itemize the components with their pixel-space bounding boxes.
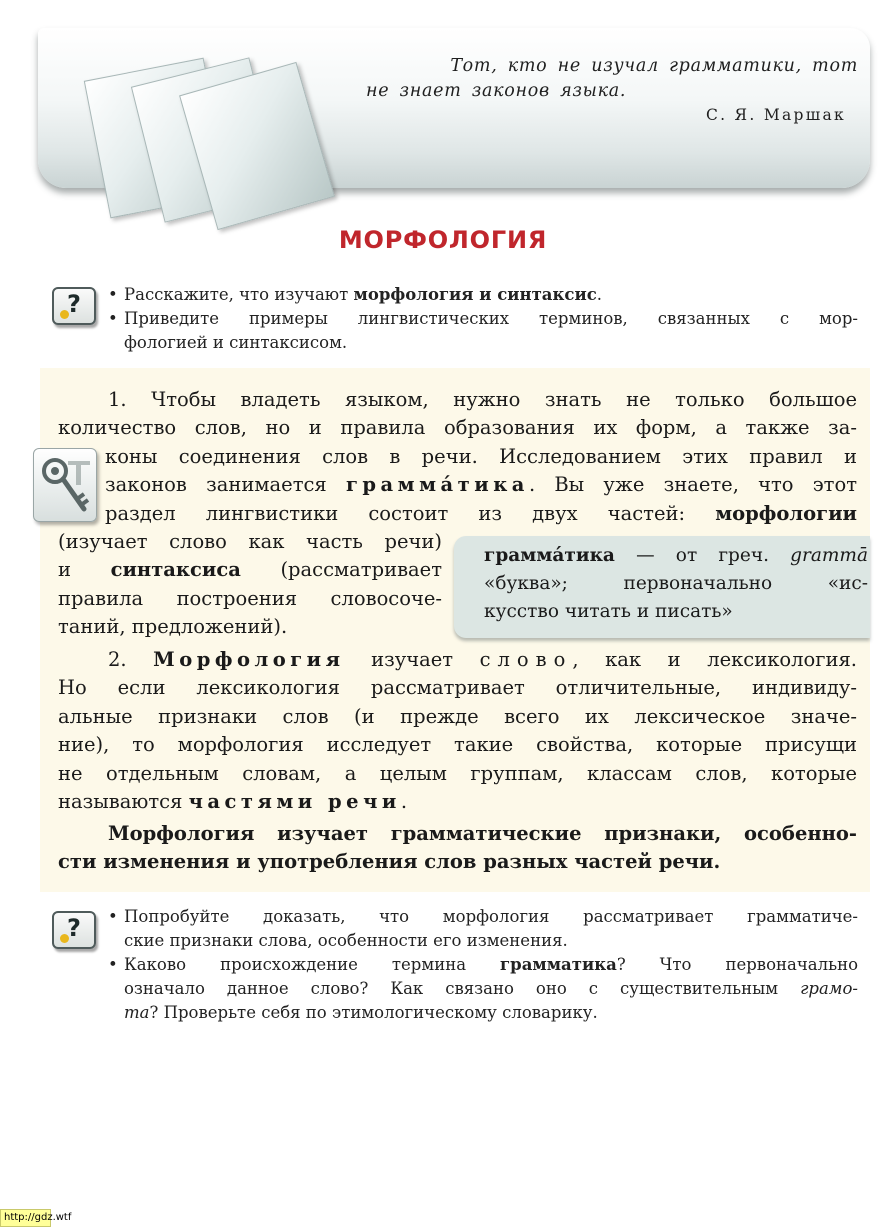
key-icon xyxy=(33,448,97,522)
list-item: • Приведите примеры лингвистических терминов, связанных с мор- фологией и синтаксисом. xyxy=(106,307,858,355)
etymology-note xyxy=(454,536,870,638)
etymology-text: граммáтика — от греч. grammā «буква»; первоначально «ис- кусство читать и писать» xyxy=(484,545,868,622)
page-title: МОРФОЛОГИЯ xyxy=(338,226,548,254)
questions-list-bottom xyxy=(106,905,858,1025)
paragraph-1: 1. Чтобы владеть языком, нужно знать не только большое количество слов, но и правила образования их форм, а также за- xyxy=(58,388,857,440)
list-item: • Попробуйте доказать, что морфология рассматривает грамматиче- ские признаки слова, особенности его изменения. xyxy=(106,905,858,953)
list-item: • Расскажите, что изучают морфология и синтаксис. xyxy=(106,283,858,307)
epigraph-author: С. Я. Маршак xyxy=(705,106,846,124)
question-mark-icon xyxy=(52,911,96,949)
question-glyph: ? xyxy=(67,914,81,942)
epigraph-quote xyxy=(366,54,858,104)
paragraph-1-indented: коны соединения слов в речи. Исследованием этих правил и законов занимается граммáтика. Вы уже знаете, что этот раздел лингвистики состоит из двух частей: морфологии xyxy=(105,445,857,525)
list-item: • Каково происхождение термина грамматика? Что первоначально означало данное слово? Как связано оно с существительным грамо- та? Проверьте себя по этимологическому словарику. xyxy=(106,953,858,1025)
source-link[interactable]: http://gdz.wtf xyxy=(0,1209,51,1227)
rule-statement: Морфология изучает грамматические признаки, особенно- сти изменения и употребления слов разных частей речи. xyxy=(58,822,857,874)
questions-list-top xyxy=(106,283,858,355)
question-glyph: ? xyxy=(67,290,81,318)
epigraph-line: не знает законов языка. xyxy=(366,81,627,101)
epigraph-line: Тот, кто не изучал грамматики, тот xyxy=(450,56,858,76)
paragraph-1-left-column: (изучает слово как часть речи) и синтаксиса (рассматривает правила построения словосоче- таний, предложений). xyxy=(58,530,442,639)
paragraph-2: 2. Морфология изучает слово, как и лексикология. Но если лексикология рассматривает отличительные, индивиду- альные признаки слов (и прежде всего их лексическое значе- ние), то морфология исследует такие свойства, которые присущи не отдельным словам, а целым группам, классам слов, которые называются частями речи. xyxy=(58,648,857,814)
question-mark-icon xyxy=(52,287,96,325)
